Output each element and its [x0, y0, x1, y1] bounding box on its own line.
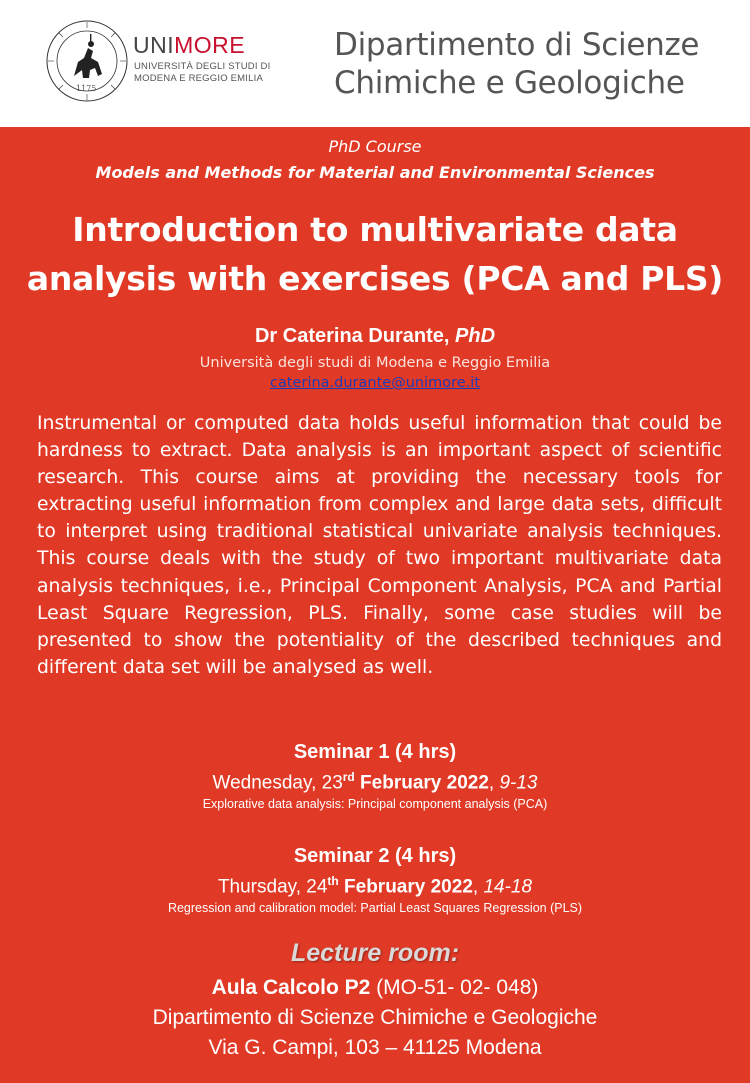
seminar-2-title: Seminar 2 (4 hrs) [293, 845, 457, 867]
speaker-affiliation: Università degli studi di Modena e Reggio Emilia [199, 355, 551, 371]
seminar-2-ordinal: th [327, 874, 339, 888]
course-name: Models and Methods for Material and Environmental Sciences [95, 163, 655, 182]
speaker-name [0, 325, 750, 348]
department-title-line-1: Dipartimento di Scienze [334, 27, 700, 63]
speaker-email-link[interactable]: caterina.durante@unimore.it [270, 375, 480, 391]
seminar-2-description: Regression and calibration model: Partial Least Squares Regression (PLS) [167, 901, 583, 915]
seminar-1-description: Explorative data analysis: Principal component analysis (PCA) [202, 797, 548, 811]
room-name-bold: Aula Calcolo P2 [211, 976, 371, 999]
logo-subtitle-1: UNIVERSITÀ DEGLI STUDI DI [134, 61, 271, 72]
lecture-room-name [0, 976, 750, 1000]
flyer-body [0, 127, 750, 1083]
seminar-1-title: Seminar 1 (4 hrs) [293, 741, 457, 763]
speaker-name-text: Dr Caterina Durante, [254, 325, 456, 347]
seminar-1-month-year: February 2022 [354, 772, 489, 794]
logo-subtitle-2: MODENA E REGGIO EMILIA [134, 73, 263, 84]
room-address: Via G. Campi, 103 – 41125 Modena [208, 1036, 542, 1059]
seal-year: 1175 [76, 84, 97, 93]
seminar-1-date [0, 770, 750, 794]
course-label: PhD Course [328, 137, 422, 156]
main-title-line-1: Introduction to multivariate data [72, 210, 678, 249]
department-title [334, 26, 699, 102]
lecture-room-label: Lecture room: [290, 939, 460, 967]
header [0, 0, 750, 127]
seminar-2-time: 14-18 [483, 876, 533, 898]
seminar-2-weekday: Thursday, 24 [217, 876, 328, 898]
seminar-2-date [0, 874, 750, 898]
seminar-2-month-year: February 2022 [338, 876, 473, 898]
room-code: (MO-51- 02- 048) [370, 976, 539, 999]
seminar-1-ordinal: rd [342, 770, 355, 784]
logo-uni: UNI [133, 32, 175, 58]
main-title [0, 205, 750, 303]
seminar-1-time: 9-13 [499, 772, 538, 794]
seminar-1-time-sep: , [488, 772, 500, 794]
seminar-1-weekday: Wednesday, 23 [212, 772, 343, 794]
main-title-line-2: analysis with exercises (PCA and PLS) [26, 259, 724, 298]
speaker-degree: PhD [455, 325, 496, 347]
room-department: Dipartimento di Scienze Chimiche e Geologiche [152, 1006, 598, 1029]
department-title-line-2: Chimiche e Geologiche [334, 65, 685, 101]
logo-more: MORE [174, 32, 246, 58]
course-abstract: Instrumental or computed data holds useful information that could be hardness to extract. Data analysis is an important aspect of scientific research. This course aims at providing the necessary tools for extracting useful information from complex and large data sets, difficult to interpret using traditional statistical univariate analysis techniques. This course deals with the study of two important multivariate data analysis techniques, i.e., Principal Component Analysis, PCA and Partial Least Square Regression, PLS. Finally, some case studies will be presented to show the potentiality of the described techniques and different data set will be analysed as well. [37, 413, 722, 678]
unimore-logo [133, 32, 245, 59]
seminar-2-time-sep: , [472, 876, 484, 898]
